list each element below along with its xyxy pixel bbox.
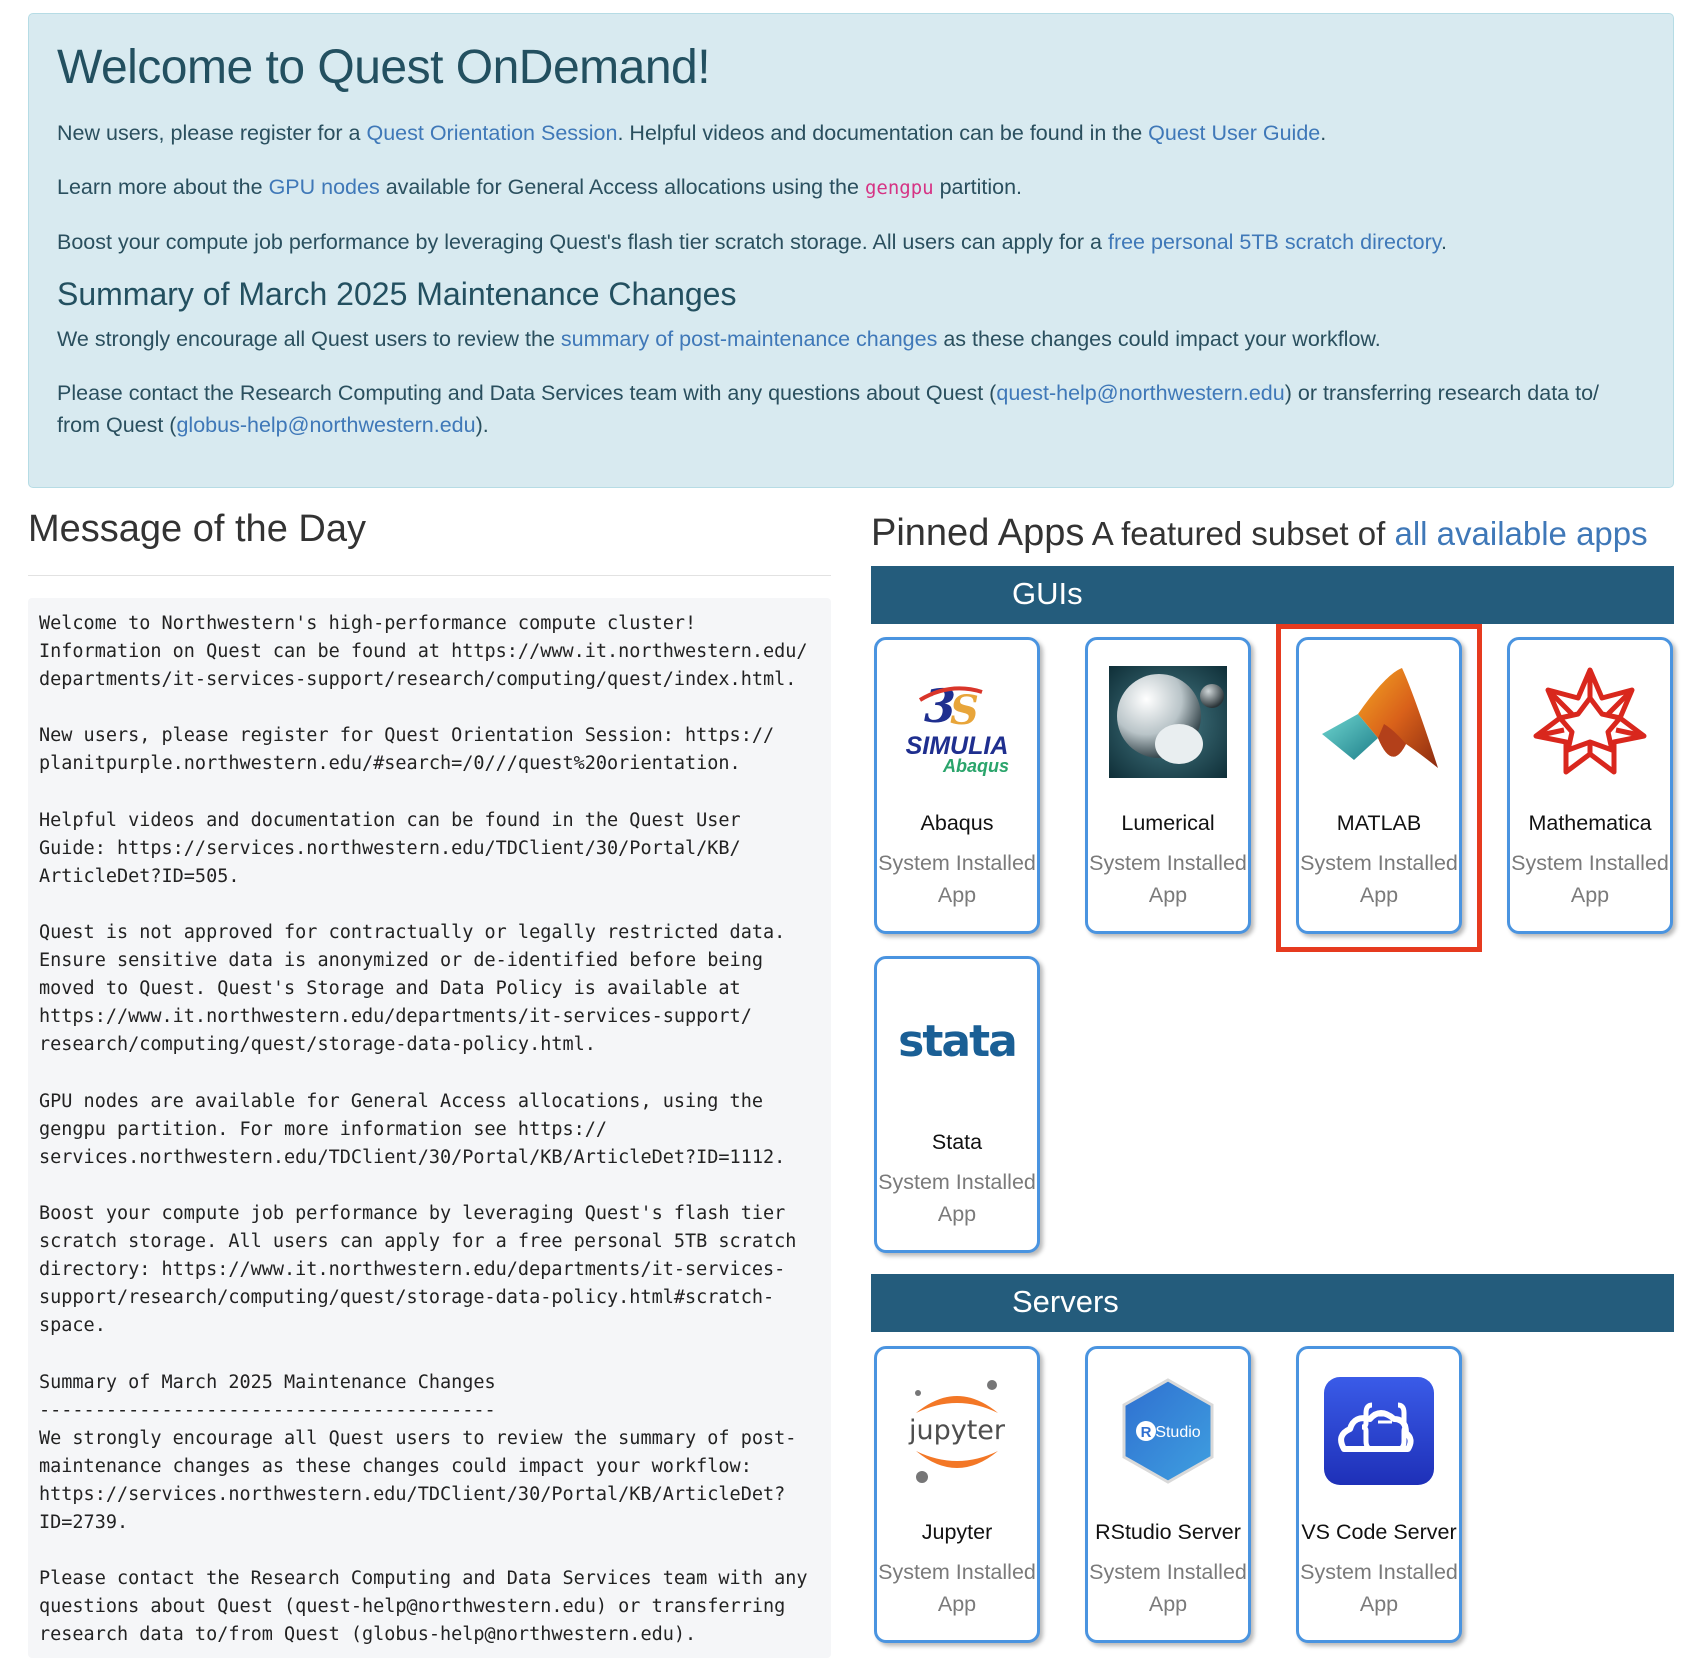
contact-paragraph (57, 377, 1645, 441)
app-name: RStudio Server (1095, 1520, 1241, 1544)
text: as these changes could impact your workflow. (937, 327, 1381, 351)
svg-text:S: S (950, 687, 979, 734)
text: App (1148, 883, 1188, 907)
app-type (877, 1166, 1037, 1230)
text: App (937, 883, 977, 907)
motd-panel (28, 598, 831, 1658)
text: Boost your compute job performance by leveraging Quest's flash tier scratch storage. All users can apply for a (57, 230, 1108, 254)
app-type (877, 847, 1037, 911)
app-tile-lumerical[interactable] (1085, 637, 1251, 934)
app-tile-rstudio[interactable] (1085, 1346, 1251, 1643)
text: App (1359, 1592, 1399, 1616)
text: partition. (933, 175, 1023, 199)
svg-text:jupyter: jupyter (908, 1415, 1006, 1446)
abaqus-logo-icon (890, 662, 1024, 782)
text: from Quest ( (57, 413, 177, 437)
gpu-paragraph (57, 171, 1645, 204)
category-servers-header: Servers (871, 1274, 1674, 1332)
orientation-paragraph (57, 117, 1645, 149)
app-name: Jupyter (921, 1520, 993, 1544)
stata-logo-icon (890, 981, 1024, 1101)
user-guide-link[interactable]: Quest User Guide (1148, 121, 1321, 145)
maintenance-summary-link[interactable]: summary of post-maintenance changes (560, 327, 938, 351)
globus-help-email-link[interactable]: globus-help@northwestern.edu (176, 413, 476, 437)
pinned-apps-title (871, 512, 1648, 555)
text: System Installed (1089, 851, 1247, 875)
text: Learn more about the (57, 175, 269, 199)
svg-text:R: R (1140, 1424, 1152, 1441)
app-name: Mathematica (1528, 811, 1652, 835)
app-tile-abaqus[interactable] (874, 637, 1040, 934)
app-type (1299, 1556, 1459, 1620)
text: . (1320, 121, 1327, 145)
text: System Installed (1300, 1560, 1458, 1584)
category-guis-header: GUIs (871, 566, 1674, 624)
svg-text:SIMULIA: SIMULIA (905, 732, 1009, 760)
app-name: VS Code Server (1301, 1520, 1457, 1544)
text: available for General Access allocations using the (379, 175, 865, 199)
text: App (937, 1592, 977, 1616)
text: . (1440, 230, 1447, 254)
app-name: Abaqus (920, 811, 994, 835)
motd-text: Welcome to Northwestern's high-performance compute cluster! Information on Quest can be found at https://www.it.northwestern.edu/ departments/it-services-support/research/computing/quest/index.html. New users, please register for Quest Orientation Session: https:// planitpurple.northwestern.edu/#search=/0///quest%20orientation. Helpful videos and documentation can be found in the Quest User Guide: https://services.northwestern.edu/TDClient/30/Portal/KB/ ArticleDet?ID=505. Quest is not approved for contractually or legally restricted data. Ensure sensitive data is anonymized or de-identified before being moved to Quest. Quest's Storage and Data Policy is available at https://www.it.northwestern.edu/departments/it-services-support/ research/computing/quest/storage-data-policy.html. GPU nodes are available for General Access allocations, using the gengpu partition. For more information see https:// services.northwestern.edu/TDClient/30/Portal/KB/ArticleDet?ID=1112. Boost your compute job performance by leveraging Quest's flash tier scratch storage. All users can apply for a free personal 5TB scratch directory: https://www.it.northwestern.edu/departments/it-services- support/research/computing/quest/storage-data-policy.html#scratch- space. Summary of March 2025 Maintenance Changes ----------------------------------------- We strongly encourage all Quest users to review the summary of post- maintenance changes as these changes could impact your workflow: https://services.northwestern.edu/TDClient/30/Portal/KB/ArticleDet? ID=2739. Please contact the Research Computing and Data Services team with any questions about Quest (quest-help@northwestern.edu) or transferring research data to/from Quest (globus-help@northwestern.edu). (39, 613, 808, 1646)
text: System Installed (1300, 851, 1458, 875)
motd-title: Message of the Day (28, 508, 366, 550)
maintenance-paragraph (57, 323, 1645, 355)
app-type (1088, 1556, 1248, 1620)
svg-text:Abaqus: Abaqus (942, 756, 1010, 776)
text: System Installed (1511, 851, 1669, 875)
divider (28, 575, 831, 576)
app-name: Lumerical (1121, 811, 1215, 835)
lumerical-logo-icon (1101, 662, 1235, 782)
svg-text:stata: stata (898, 1016, 1016, 1067)
app-tile-stata[interactable] (874, 956, 1040, 1253)
text: We strongly encourage all Quest users to review the (57, 327, 561, 351)
text: System Installed (878, 1560, 1036, 1584)
gengpu-code: gengpu (864, 177, 934, 199)
rstudio-logo-icon (1101, 1371, 1235, 1491)
text: System Installed (1089, 1560, 1247, 1584)
app-tile-jupyter[interactable] (874, 1346, 1040, 1643)
text: ) or transferring research data to/ (1284, 381, 1600, 405)
welcome-banner (28, 13, 1674, 488)
text: System Installed (878, 1170, 1036, 1194)
svg-text:Studio: Studio (1155, 1424, 1201, 1441)
app-tile-vscode[interactable] (1296, 1346, 1462, 1643)
text: App (1359, 883, 1399, 907)
text: Please contact the Research Computing and Data Services team with any questions about Quest ( (57, 381, 997, 405)
app-type (1510, 847, 1670, 911)
orientation-session-link[interactable]: Quest Orientation Session (366, 121, 618, 145)
welcome-title: Welcome to Quest OnDemand! (57, 41, 711, 94)
pinned-apps-label: Pinned Apps (871, 512, 1085, 554)
app-name: MATLAB (1336, 811, 1422, 835)
text: App (1570, 883, 1610, 907)
all-apps-link[interactable]: all available apps (1394, 515, 1648, 552)
app-tile-mathematica[interactable] (1507, 637, 1673, 934)
vscode-logo-icon (1312, 1371, 1446, 1491)
text: System Installed (878, 851, 1036, 875)
app-name: Stata (931, 1130, 983, 1154)
quest-help-email-link[interactable]: quest-help@northwestern.edu (996, 381, 1285, 405)
gpu-nodes-link[interactable]: GPU nodes (268, 175, 380, 199)
text: App (1148, 1592, 1188, 1616)
scratch-paragraph (57, 226, 1645, 258)
app-type (877, 1556, 1037, 1620)
pinned-apps-subtitle: A featured subset of (1084, 515, 1395, 552)
matlab-highlight-box (1276, 624, 1482, 952)
text: . Helpful videos and documentation can be found in the (617, 121, 1149, 145)
text: App (937, 1202, 977, 1226)
text: ). (475, 413, 489, 437)
mathematica-logo-icon (1523, 662, 1657, 782)
app-type (1088, 847, 1248, 911)
text: New users, please register for a (57, 121, 367, 145)
svg-text:3: 3 (924, 679, 957, 733)
maintenance-heading: Summary of March 2025 Maintenance Changes (57, 276, 737, 312)
scratch-directory-link[interactable]: free personal 5TB scratch directory (1107, 230, 1441, 254)
jupyter-logo-icon (890, 1371, 1024, 1491)
